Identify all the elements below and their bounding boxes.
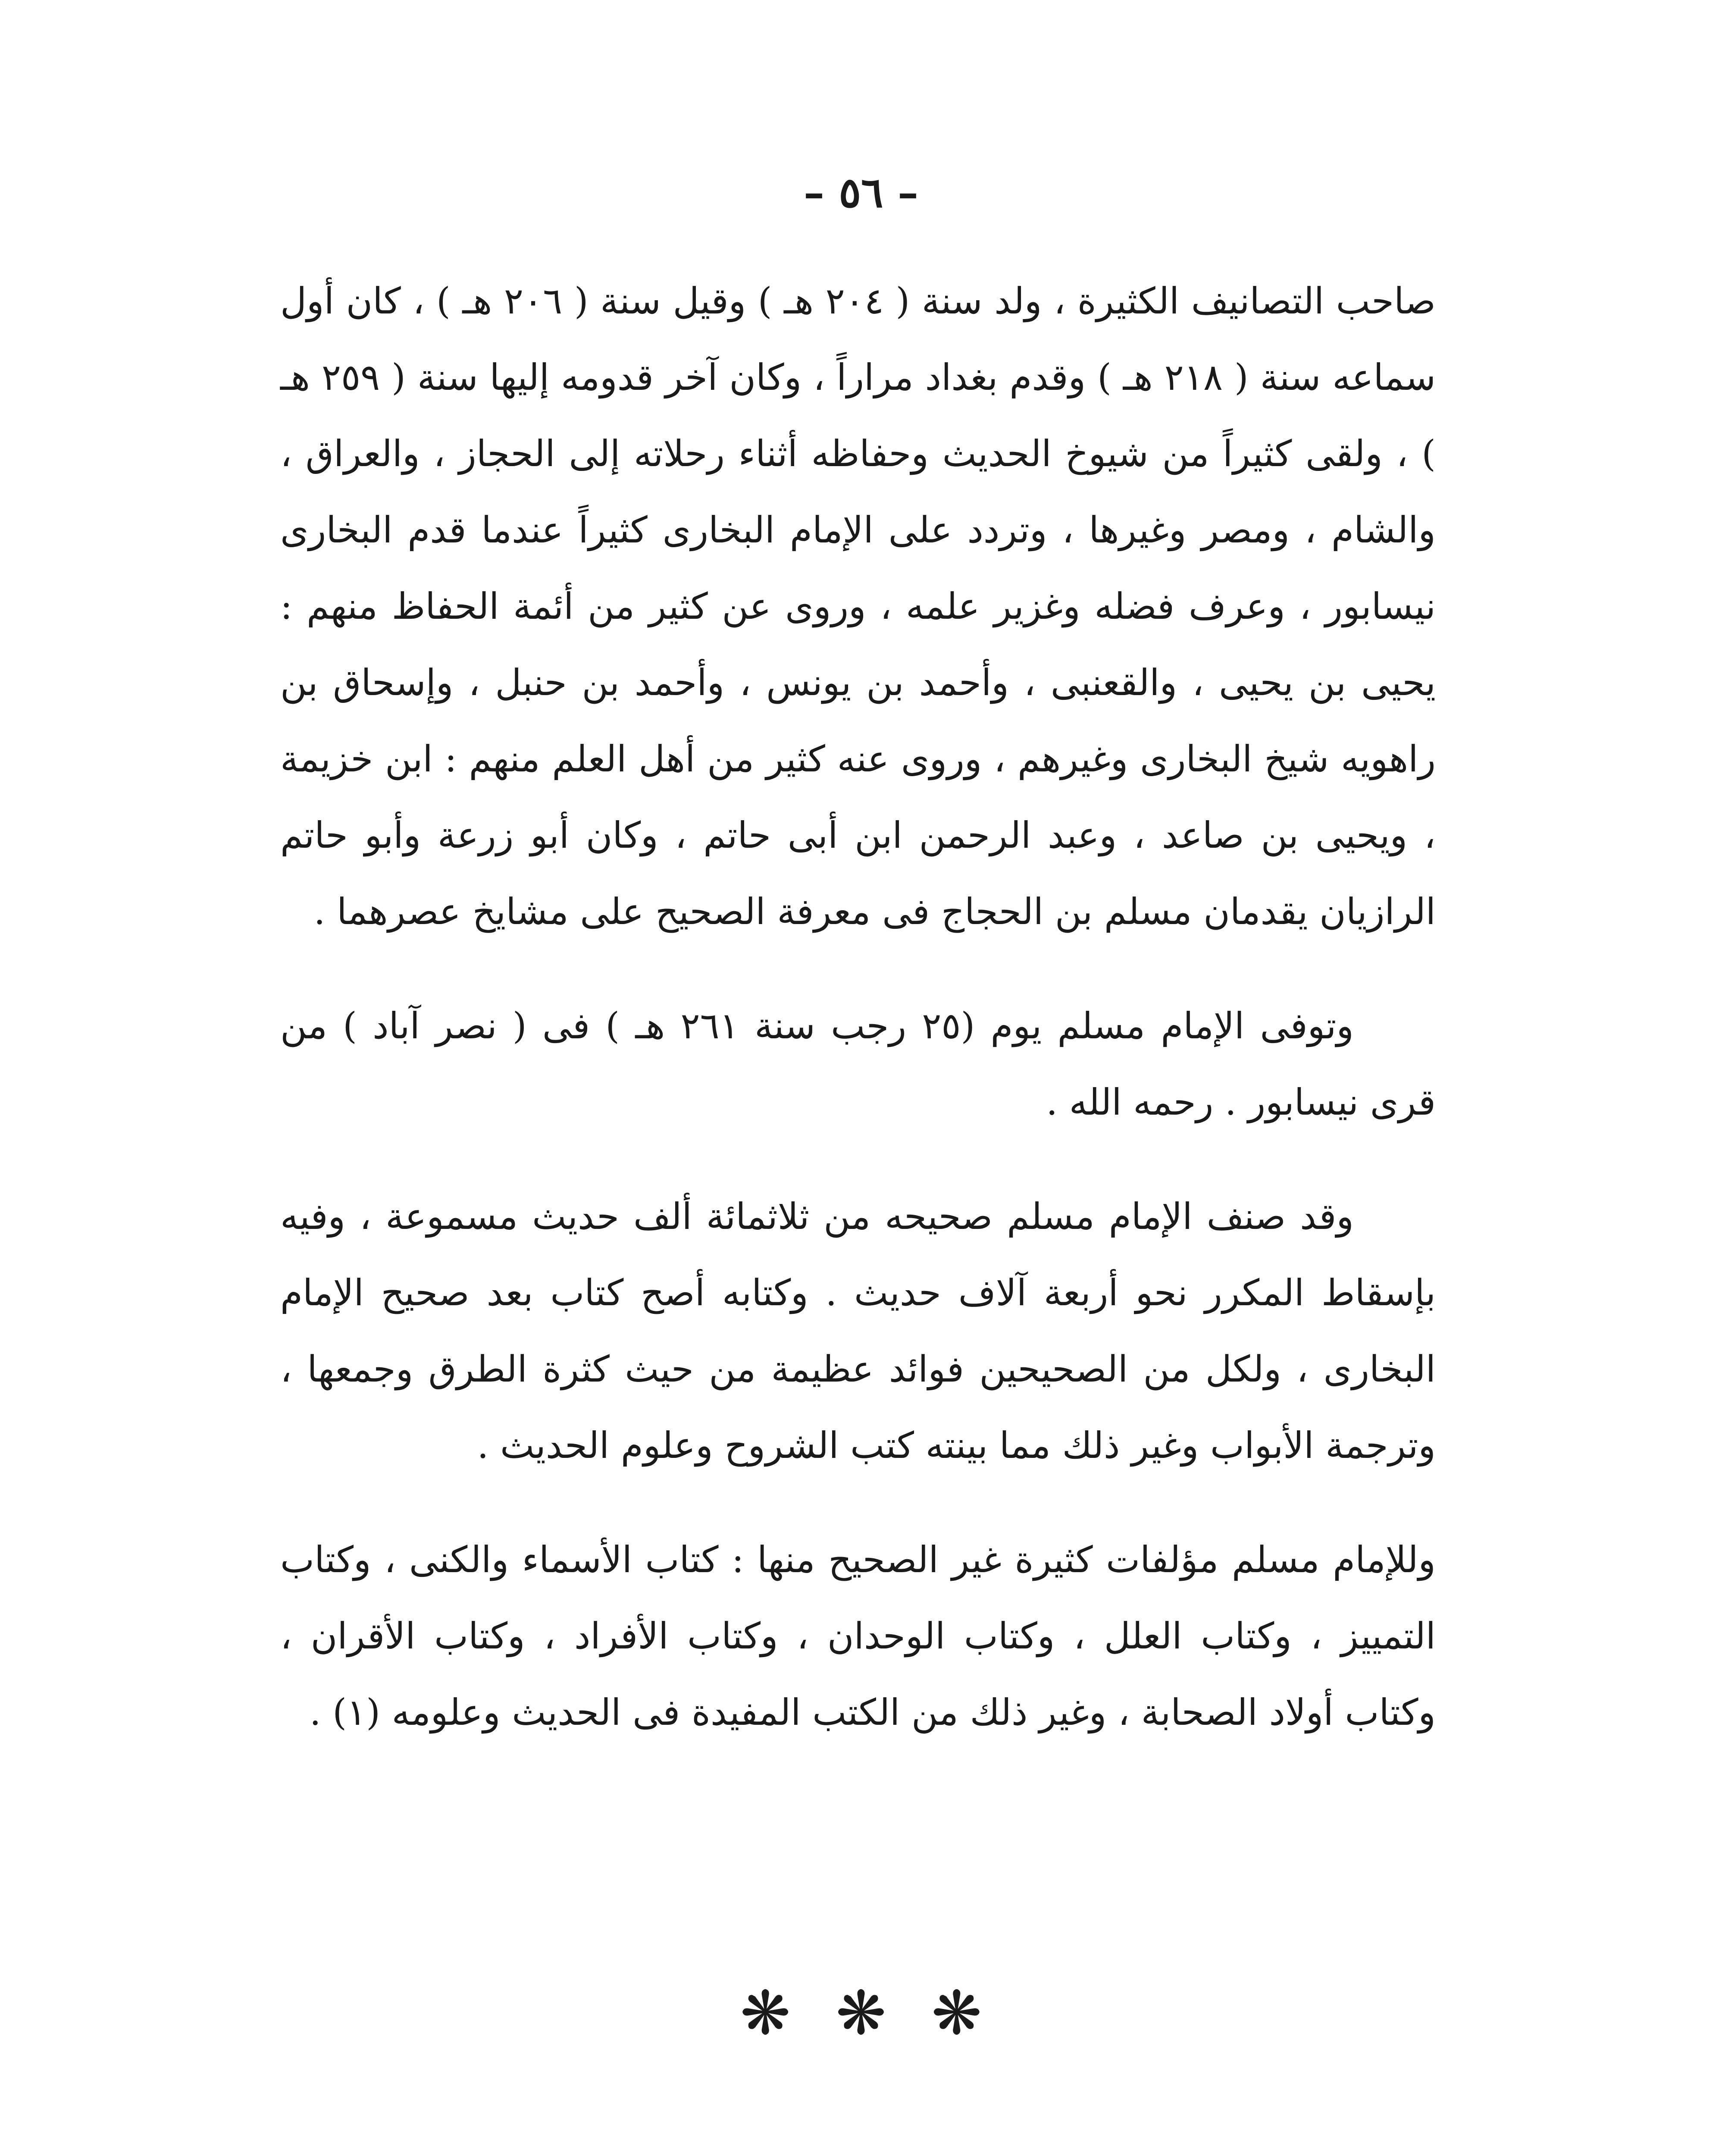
page-number: – ٥٦ – xyxy=(804,168,918,217)
section-separator: ❋ ❋ ❋ xyxy=(740,1978,982,2049)
paragraph-text: وتوفى الإمام مسلم يوم (٢٥ رجب سنة ٢٦١ هـ ) فى ( نصر آباد ) من قرى نيسابور . رحمه الله . xyxy=(280,1005,1436,1123)
paragraph-death xyxy=(280,988,1436,1141)
paragraph-biography xyxy=(280,263,1436,950)
paragraph-sahih xyxy=(280,1178,1436,1484)
paragraph-text: وللإمام مسلم مؤلفات كثيرة غير الصحيح منها : كتاب الأسماء والكنى ، وكتاب التمييز ، وكتاب العلل ، وكتاب الوحدان ، وكتاب الأفراد ، وكتاب الأقران ، وكتاب أولاد الصحابة ، وغير ذلك من الكتب المفيدة فى الحديث وعلومه (١) . xyxy=(280,1539,1436,1733)
body-text xyxy=(280,263,1436,1751)
paragraph-works xyxy=(280,1522,1436,1751)
paragraph-text: صاحب التصانيف الكثيرة ، ولد سنة ( ٢٠٤ هـ ) وقيل سنة ( ٢٠٦ هـ ) ، كان أول سماعه سنة ( ٢١٨ هـ ) وقدم بغداد مراراً ، وكان آخر قدومه إليها سنة ( ٢٥٩ هـ ) ، ولقى كثيراً من شيوخ الحديث وحفاظه أثناء رحلاته إلى الحجاز ، والعراق ، والشام ، ومصر وغيرها ، وتردد على الإمام البخارى كثيراً عندما قدم البخارى نيسابور ، وعرف فضله وغزير علمه ، وروى عن كثير من أئمة الحفاظ منهم : يحيى بن يحيى ، والقعنبى ، وأحمد بن يونس ، وأحمد بن حنبل ، وإسحاق بن راهويه شيخ البخارى وغيرهم ، وروى عنه كثير من أهل العلم منهم : ابن خزيمة ، ويحيى بن صاعد ، وعبد الرحمن ابن أبى حاتم ، وكان أبو زرعة وأبو حاتم الرازيان يقدمان مسلم بن الحجاج فى معرفة الصحيح على مشايخ عصرهما . xyxy=(280,280,1436,933)
paragraph-text: وقد صنف الإمام مسلم صحيحه من ثلاثمائة ألف حديث مسموعة ، وفيه بإسقاط المكرر نحو أربعة آلاف حديث . وكتابه أصح كتاب بعد صحيح الإمام البخارى ، ولكل من الصحيحين فوائد عظيمة من حيث كثرة الطرق وجمعها ، وترجمة الأبواب وغير ذلك مما بينته كتب الشروح وعلوم الحديث . xyxy=(280,1195,1436,1467)
